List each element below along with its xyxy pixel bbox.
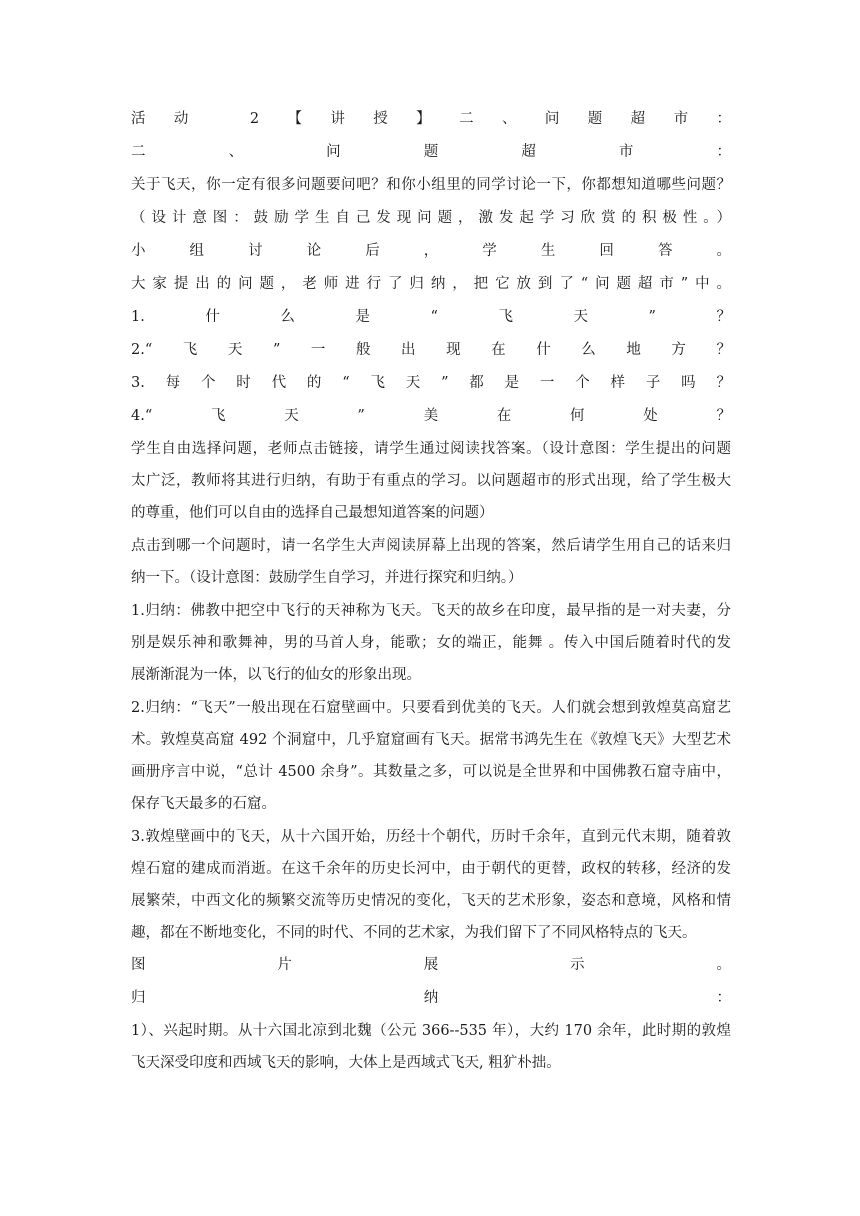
text-line: 二、问题超市： xyxy=(131,144,731,160)
text-line: 保存飞天最多的石窟。 xyxy=(131,796,276,812)
document-body xyxy=(131,104,731,1078)
text-line: 术。敦煌莫高窟 492 个洞窟中，几乎窟窟画有飞天。据常书鸿先生在《敦煌飞天》大型艺术 xyxy=(131,732,731,748)
text-line: （设计意图：鼓励学生自己发现问题，激发起学习欣赏的积极性。） xyxy=(131,210,731,226)
text-line: 2.“飞天”一般出现在什么地方？ xyxy=(131,342,731,358)
conclusion-heading xyxy=(131,983,731,1013)
text-line: 点击到哪一个问题时，请一名学生大声阅读屏幕上出现的答案，然后请学生用自己的话来归 xyxy=(131,538,731,554)
click-answer-paragraph xyxy=(131,531,731,593)
question-item-3 xyxy=(131,368,731,398)
text-line: 大家提出的问题，老师进行了归纳，把它放到了“问题超市”中。 xyxy=(131,276,731,292)
text-line: 趣，都在不断地变化，不同的时代、不同的艺术家，为我们留下了不同风格特点的飞天。 xyxy=(131,925,697,941)
heading-activity xyxy=(131,104,731,134)
text-line: 归纳： xyxy=(131,990,731,1006)
text-line: 3.每个时代的“飞天”都是一个样子吗？ xyxy=(131,375,731,391)
teacher-summary xyxy=(131,269,731,299)
question-item-1 xyxy=(131,302,731,332)
text-line: 图片展示。 xyxy=(131,957,731,973)
summary-1-paragraph xyxy=(131,596,731,690)
text-line: 飞天深受印度和西域飞天的影响，大体上是西域式飞天, 粗犷朴拙。 xyxy=(131,1055,561,1071)
text-line: 的尊重，他们可以自由的选择自己最想知道答案的问题） xyxy=(131,505,494,521)
free-choice-paragraph xyxy=(131,434,731,528)
text-line: 别是娱乐神和歌舞神，男的马首人身，能歌；女的端正，能舞 。传入中国后随着时代的发 xyxy=(131,635,731,651)
text-line: 学生自由选择问题，老师点击链接，请学生通过阅读找答案。（设计意图：学生提出的问题 xyxy=(131,441,731,457)
summary-2-paragraph xyxy=(131,693,731,819)
subheading xyxy=(131,137,731,167)
text-line: 4.“飞天”美在何处？ xyxy=(131,408,731,424)
text-line: 3.敦煌壁画中的飞天，从十六国开始，历经十个朝代，历时千余年，直到元代末期，随着敦 xyxy=(131,829,731,845)
intro-question xyxy=(131,170,731,200)
text-line: 纳一下。（设计意图：鼓励学生自学习，并进行探究和归纳。） xyxy=(131,570,523,586)
text-line: 展繁荣，中西文化的频繁交流等历史情况的变化，飞天的艺术形象，姿态和意境，风格和情 xyxy=(131,893,731,909)
text-line: 1.什么是“飞天”？ xyxy=(131,309,731,325)
picture-display xyxy=(131,950,731,980)
text-line: 2.归纳：“飞天”一般出现在石窟壁画中。只要看到优美的飞天。人们就会想到敦煌莫高窟艺 xyxy=(131,700,731,716)
group-discussion xyxy=(131,236,731,266)
period-1-paragraph xyxy=(131,1016,731,1078)
question-item-2 xyxy=(131,335,731,365)
text-line: 煌石窟的建成而消逝。在这千余年的历史长河中，由于朝代的更替，政权的转移，经济的发 xyxy=(131,861,731,877)
question-item-4 xyxy=(131,401,731,431)
text-line: 小组讨论后，学生回答。 xyxy=(131,243,731,259)
summary-3-paragraph xyxy=(131,822,731,948)
design-intent-1 xyxy=(131,203,731,233)
text-line: 活动 2【讲授】二、问题超市： xyxy=(131,111,731,127)
text-line: 展渐渐混为一体，以飞行的仙女的形象出现。 xyxy=(131,667,421,683)
text-line: 太广泛，教师将其进行归纳，有助于有重点的学习。以问题超市的形式出现，给了学生极大 xyxy=(131,473,731,489)
text-line: 画册序言中说，“总计 4500 余身”。其数量之多，可以说是全世界和中国佛教石窟寺庙中， xyxy=(131,764,731,780)
text-line: 1）、兴起时期。从十六国北凉到北魏（公元 366--535 年），大约 170 余年，此时期的敦煌 xyxy=(131,1023,731,1039)
text-line: 关于飞天，你一定有很多问题要问吧？和你小组里的同学讨论一下，你都想知道哪些问题？ xyxy=(131,177,731,193)
text-line: 1.归纳：佛教中把空中飞行的天神称为飞天。飞天的故乡在印度，最早指的是一对夫妻，分 xyxy=(131,603,731,619)
